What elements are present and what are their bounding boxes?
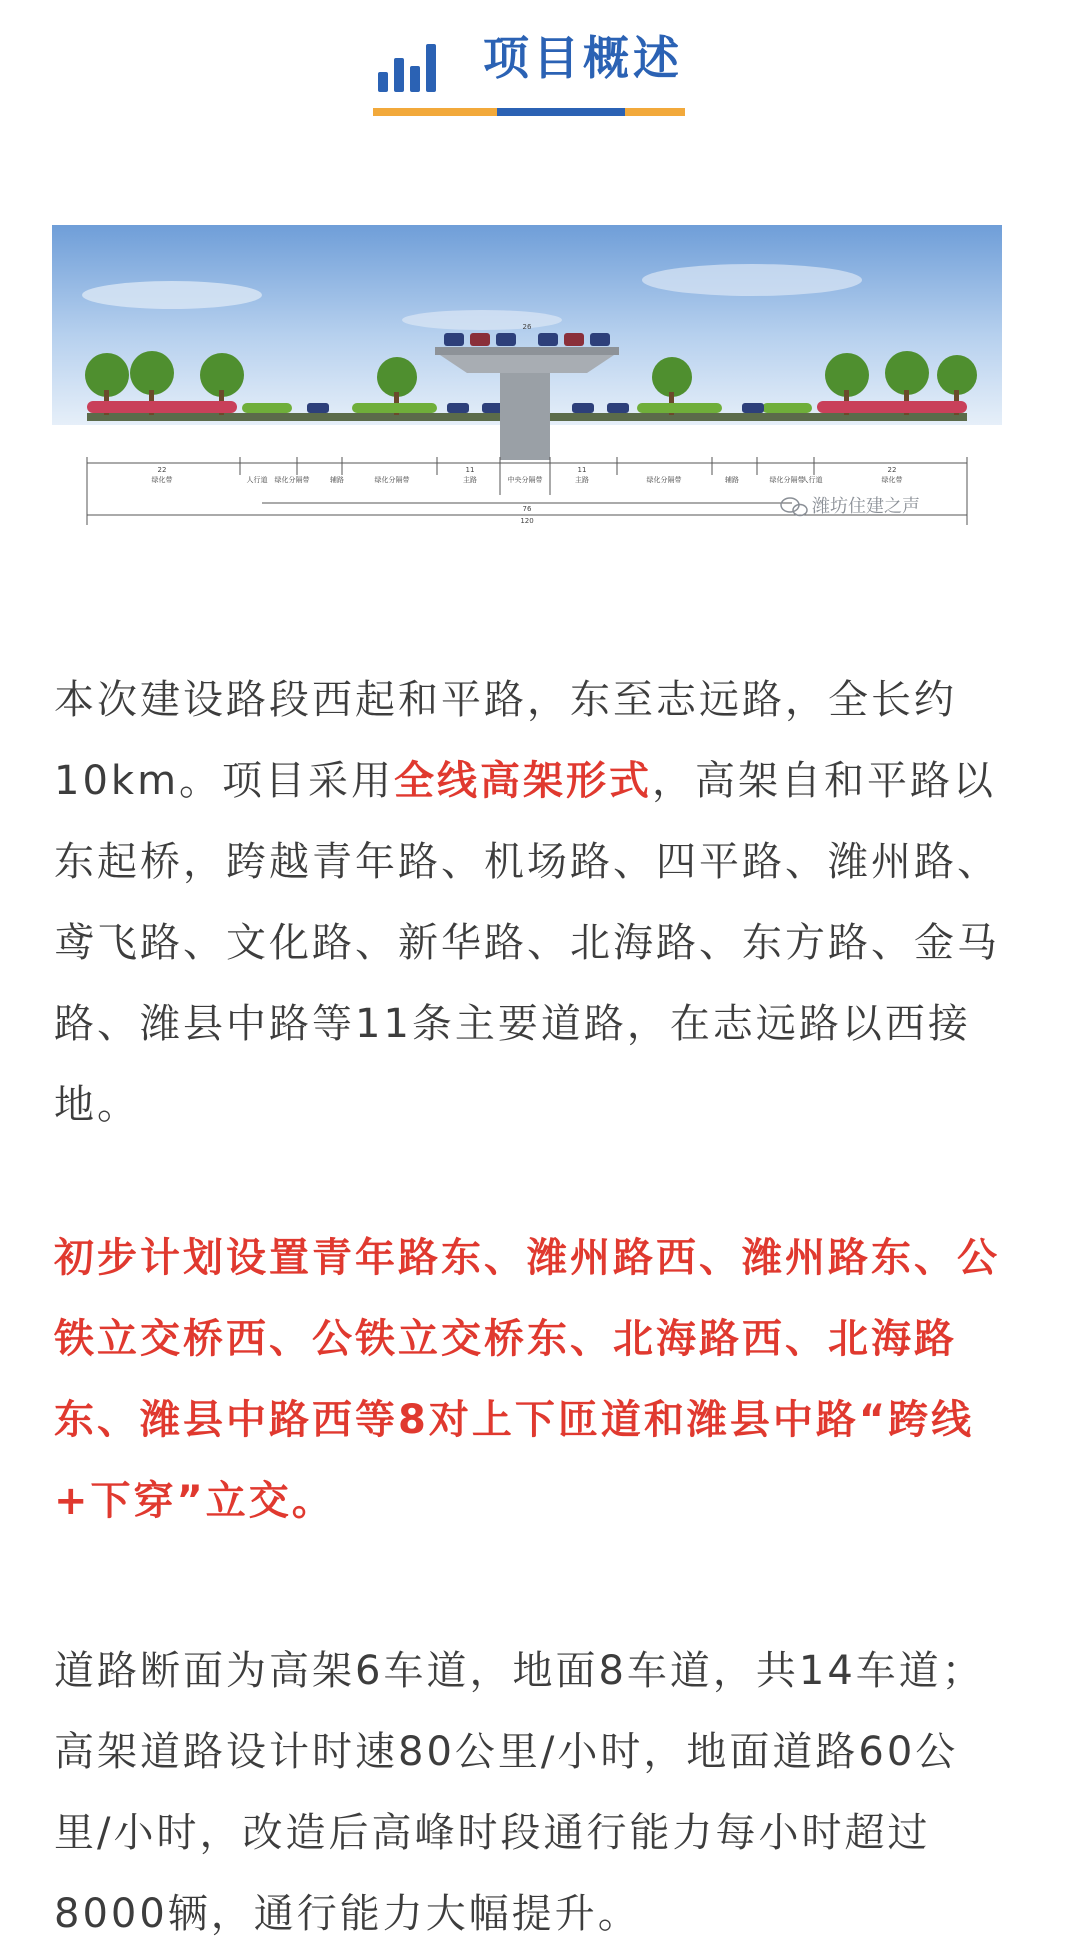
dim-label: 22 [157, 466, 167, 474]
dim-label: 辅路 [330, 476, 344, 484]
dim-label: 绿化分隔带 [646, 476, 682, 484]
dim-label: 绿化带 [881, 476, 903, 484]
watermark-text: 潍坊住建之声 [812, 496, 920, 517]
paragraph-ramps: 初步计划设置青年路东、潍州路西、潍州路东、公铁立交桥西、公铁立交桥东、北海路西、北海路东、潍县中路西等8对上下匝道和潍县中路“跨线+下穿”立交。 [54, 1235, 1000, 1524]
dim-label: 人行道 [801, 476, 823, 484]
bar-chart-icon [378, 40, 450, 92]
dim-label: 主路 [575, 476, 589, 484]
title-underline [373, 108, 685, 116]
dim-label: 绿化分隔带 [274, 476, 310, 484]
dim-label: 辅路 [725, 476, 739, 484]
dim-label: 11 [465, 466, 475, 474]
dim-label: 主路 [463, 476, 477, 484]
dim-label: 11 [577, 466, 587, 474]
paragraph-intro: 本次建设路段西起和平路，东至志远路，全长约10km。项目采用全线高架形式，高架自和平路以东起桥，跨越青年路、机场路、四平路、潍州路、鸢飞路、文化路、新华路、北海路、东方路、金马路、潍县中路等11条主要道路，在志远路以西接地。 [54, 677, 1000, 1128]
section-title: 项目概述 [483, 31, 683, 85]
dim-label: 120 [520, 517, 534, 525]
dim-label: 76 [522, 505, 532, 513]
dim-label: 26 [522, 323, 532, 331]
highlight-text: 全线高架形式 [394, 758, 653, 804]
paragraph-capacity: 道路断面为高架6车道，地面8车道，共14车道；高架道路设计时速80公里/小时，地面道路60公里/小时，改造后高峰时段通行能力每小时超过8000辆，通行能力大幅提升。 [54, 1648, 985, 1937]
road-cross-section-image [52, 225, 1002, 545]
dim-label: 中央分隔带 [507, 476, 543, 484]
section-header [0, 0, 1065, 125]
dim-label: 绿化分隔带 [769, 476, 805, 484]
dim-label: 绿化带 [151, 476, 173, 484]
dim-label: 绿化分隔带 [374, 476, 410, 484]
dim-label: 人行道 [246, 476, 268, 484]
dim-label: 22 [887, 466, 897, 474]
